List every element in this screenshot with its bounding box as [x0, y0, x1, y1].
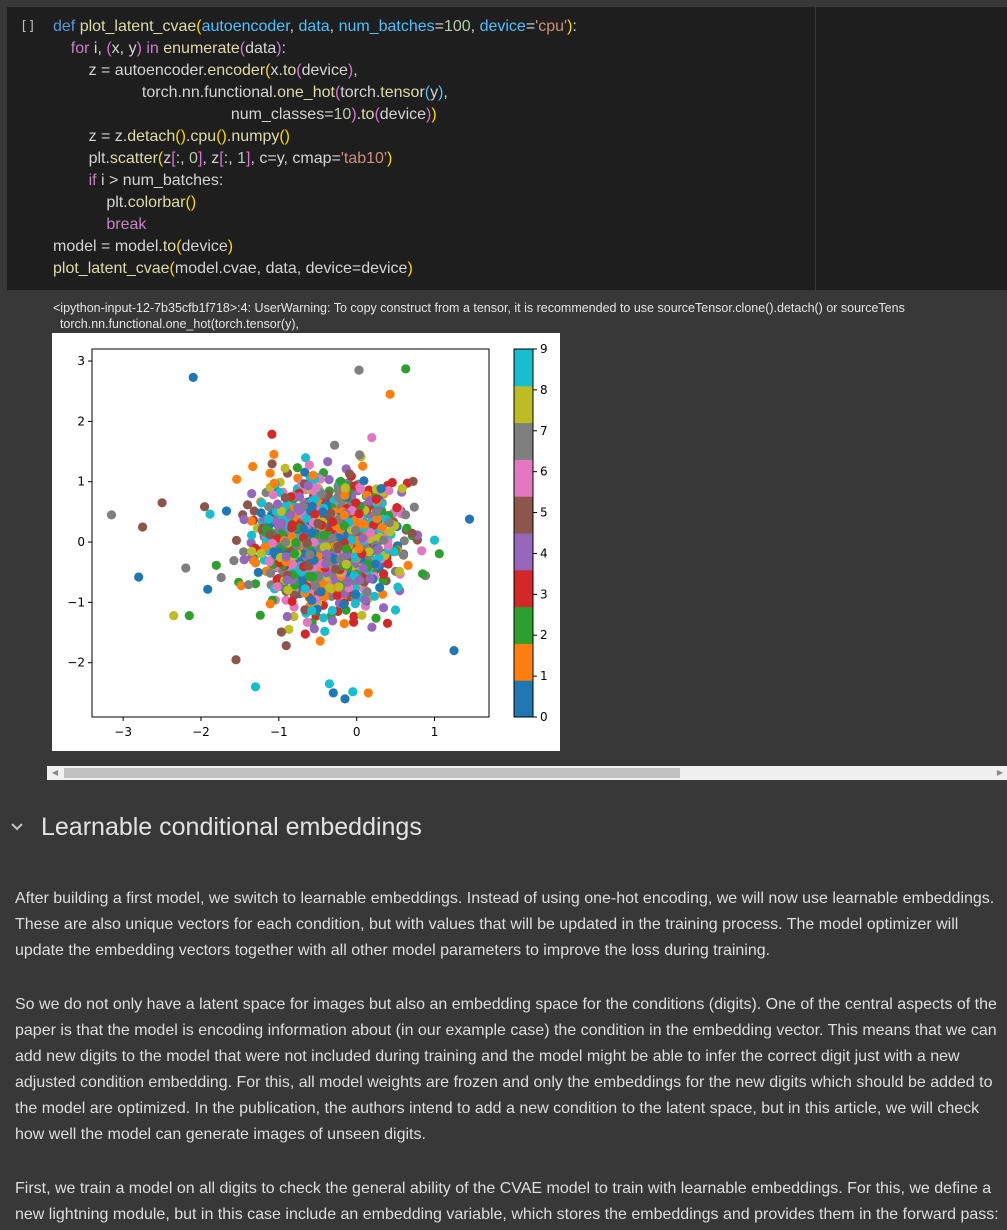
scatter-point	[283, 586, 292, 595]
scatter-point	[449, 646, 458, 655]
x-tick-label: 0	[352, 725, 361, 739]
code-line: torch.nn.functional.one_hot(torch.tensor(y),	[53, 84, 448, 101]
scatter-point	[384, 559, 393, 568]
scatter-point	[334, 582, 343, 591]
scatter-point	[401, 510, 410, 519]
scatter-point	[257, 498, 266, 507]
scatter-point	[360, 520, 369, 529]
scatter-point	[316, 587, 325, 596]
scatter-point	[379, 536, 388, 545]
scatter-point	[401, 364, 410, 373]
scatter-point	[379, 570, 388, 579]
scatter-point	[379, 603, 388, 612]
scatter-point	[342, 544, 351, 553]
scatter-point	[351, 590, 360, 599]
colorbar-tick-label: 6	[540, 464, 548, 479]
scatter-point	[290, 549, 299, 558]
scatter-point	[316, 636, 325, 645]
scatter-point	[311, 483, 320, 492]
scatter-point	[247, 489, 256, 498]
code-line: num_classes=10).to(device))	[53, 106, 437, 123]
scatter-point	[356, 484, 365, 493]
x-tick-label: 1	[430, 725, 439, 739]
scatter-point	[256, 611, 265, 620]
y-tick-label: 0	[77, 535, 85, 550]
scatter-point	[189, 373, 198, 382]
scatter-point	[395, 567, 404, 576]
scatter-point	[217, 573, 226, 582]
scatter-point	[307, 606, 316, 615]
scatter-point	[418, 569, 427, 578]
scatter-point	[267, 430, 276, 439]
scatter-point	[181, 563, 190, 572]
scatter-point	[205, 510, 214, 519]
scatter-point	[357, 611, 366, 620]
chevron-down-icon[interactable]	[9, 816, 25, 836]
scatter-point	[138, 522, 147, 531]
y-tick-label: 2	[77, 414, 85, 429]
colorbar-tick-label: 1	[540, 669, 548, 684]
scatter-point	[158, 498, 167, 507]
scatter-point	[305, 550, 314, 559]
paragraph: After building a first model, we switch to learnable embeddings. Instead of using one-hot encoding, we will now use learnable embeddings. These are also unique vectors for each condition, but with values that will be updated in the training process. The model optimizer will update the embedding vectors together with all other model parameters to improve the loss during training.	[15, 890, 995, 959]
scatter-point	[134, 572, 143, 581]
scatter-point	[107, 510, 116, 519]
scatter-point	[244, 580, 253, 589]
scatter-point	[283, 576, 292, 585]
colorbar-tick-label: 0	[540, 710, 548, 724]
scatter-point	[430, 536, 439, 545]
scatter-point	[340, 521, 349, 530]
scatter-point	[404, 561, 413, 570]
scatter-point	[354, 544, 363, 553]
scatter-point	[328, 534, 337, 543]
scroll-right-icon[interactable]: ▶	[996, 768, 1004, 777]
scatter-point	[251, 558, 260, 567]
scatter-point	[325, 475, 334, 484]
scatter-point	[310, 624, 319, 633]
scatter-point	[254, 568, 263, 577]
scatter-point	[232, 475, 241, 484]
y-tick-label: 1	[77, 474, 85, 489]
scatter-point	[326, 509, 335, 518]
colorbar-segment	[514, 570, 533, 607]
scatter-point	[391, 605, 400, 614]
colorbar-tick-label: 2	[540, 628, 548, 643]
scatter-point	[291, 538, 300, 547]
scatter-point	[295, 506, 304, 515]
colorbar-tick-label: 8	[540, 382, 548, 397]
scatter-point	[308, 572, 317, 581]
paragraph: So we do not only have a latent space for images but also an embedding space for the conditions (digits). One of the central aspects of the paper is that the model is encoding information about (in our example case) the condition in the embedding vector. This means that we can add new digits to the model that were not included during training and the model might be able to infer the correct digit just with a new adjusted condition embedding. For this, all model weights are frozen and only the embeddings for the new digits which should be added to the model are optimized. In the publication, the authors intend to add a new condition to the latent space, but in this article, we will check how well the model can generate images of unseen digits.	[15, 996, 997, 1143]
scatter-point	[342, 560, 351, 569]
scatter-point	[268, 459, 277, 468]
scatter-point	[358, 462, 367, 471]
scatter-point	[212, 561, 221, 570]
scatter-point	[283, 612, 292, 621]
paragraph: First, we train a model on all digits to check the general ability of the CVAE model to train with learnable embeddings. For this, we define a new lightning module, but in this case include an embedding variable, which stores the embeddings and provides them in the forward pass:	[15, 1180, 999, 1223]
scatter-point	[359, 564, 368, 573]
scatter-point	[304, 481, 313, 490]
scatter-point	[320, 627, 329, 636]
scatter-point	[293, 463, 302, 472]
scatter-point	[239, 547, 248, 556]
colorbar-tick-label: 9	[540, 342, 548, 356]
code-line: z = autoencoder.encoder(x.to(device),	[53, 62, 358, 79]
scatter-point	[319, 613, 328, 622]
code-line: model = model.to(device)	[53, 238, 234, 255]
scatter-point	[200, 502, 209, 511]
horizontal-scrollbar[interactable]	[47, 766, 1007, 780]
colorbar-segment	[514, 459, 533, 496]
scatter-point	[302, 538, 311, 547]
scatter-point	[299, 524, 308, 533]
scatter-point	[341, 483, 350, 492]
scatter-point	[375, 583, 384, 592]
code-editor[interactable]	[53, 16, 577, 280]
scatter-point	[465, 515, 474, 524]
code-line: break	[106, 216, 147, 233]
scatter-point	[203, 585, 212, 594]
scatter-point	[372, 507, 381, 516]
scatter-point	[308, 502, 317, 511]
cell-output	[47, 290, 1007, 780]
colorbar-segment	[514, 607, 533, 644]
scatter-point	[355, 509, 364, 518]
scatter-point	[417, 546, 426, 555]
colorbar-segment	[514, 386, 533, 423]
scatter-point	[333, 542, 342, 551]
scatter-point	[266, 599, 275, 608]
scatter-point	[222, 506, 231, 515]
scatter-point	[383, 619, 392, 628]
scatter-point	[301, 584, 310, 593]
scatter-point	[281, 538, 290, 547]
scatter-point	[232, 536, 241, 545]
scatter-point	[318, 507, 327, 516]
scatter-point	[301, 629, 310, 638]
colorbar-tick-label: 5	[540, 505, 548, 520]
scatter-point	[247, 531, 256, 540]
scatter-point	[348, 687, 357, 696]
scatter-point	[288, 597, 297, 606]
code-line: def plot_latent_cvae(autoencoder, data, num_batches=100, device='cpu'):	[53, 18, 577, 35]
scatter-point	[231, 655, 240, 664]
scatter-point	[399, 551, 408, 560]
scatter-point	[410, 503, 419, 512]
scatter-plot	[52, 333, 560, 751]
scatter-point	[286, 510, 295, 519]
x-tick-label: −2	[192, 725, 210, 739]
scatter-point	[328, 616, 337, 625]
scatter-point	[371, 614, 380, 623]
x-tick-label: −3	[114, 725, 132, 739]
scatter-point	[322, 550, 331, 559]
colorbar-segment	[514, 349, 533, 386]
scatter-point	[343, 578, 352, 587]
scrollbar-thumb[interactable]	[64, 768, 680, 778]
scatter-point	[409, 477, 418, 486]
code-line: for i, (x, y) in enumerate(data):	[70, 40, 286, 57]
scatter-point	[408, 529, 417, 538]
scatter-point	[351, 526, 360, 535]
scatter-point	[358, 534, 367, 543]
scatter-point	[360, 596, 369, 605]
warning-line: <ipython-input-12-7b35cfb1f718>:4: UserWarning: To copy construct from a tensor, it is recommended to use sourceTensor.clone().detach() or sourceTens	[53, 301, 905, 315]
scatter-point	[354, 366, 363, 375]
scroll-left-icon[interactable]: ◀	[51, 768, 59, 777]
colorbar-tick-label: 4	[540, 546, 548, 561]
scatter-point	[277, 627, 286, 636]
y-tick-label: −1	[67, 595, 85, 610]
scatter-point	[320, 531, 329, 540]
scatter-point	[229, 556, 238, 565]
colorbar-tick-label: 7	[540, 423, 548, 438]
colorbar-segment	[514, 680, 533, 717]
code-line: plot_latent_cvae(model.cvae, data, device=device)	[53, 260, 413, 277]
scatter-point	[340, 694, 349, 703]
x-tick-label: −1	[269, 725, 288, 739]
scatter-point	[351, 599, 360, 608]
scatter-point	[270, 479, 279, 488]
scatter-point	[435, 549, 444, 558]
scatter-point	[303, 618, 312, 627]
scatter-point	[386, 390, 395, 399]
scatter-point	[340, 619, 349, 628]
scatter-point	[313, 519, 322, 528]
scatter-point	[363, 587, 372, 596]
scatter-point	[281, 493, 290, 502]
scatter-point	[272, 582, 281, 591]
scatter-point	[349, 618, 358, 627]
code-line: plt.colorbar()	[53, 194, 197, 211]
scatter-point	[282, 641, 291, 650]
colorbar-tick-label: 3	[540, 587, 548, 602]
scatter-point	[265, 557, 274, 566]
scatter-point	[367, 433, 376, 442]
scatter-point	[264, 515, 273, 524]
scatter-point	[345, 469, 354, 478]
scatter-point	[305, 460, 314, 469]
scatter-point	[355, 576, 364, 585]
scatter-point	[269, 450, 278, 459]
scatter-point	[325, 583, 334, 592]
scatter-point	[392, 503, 401, 512]
scatter-point	[398, 484, 407, 493]
scatter-point	[243, 500, 252, 509]
scatter-point	[295, 492, 304, 501]
scatter-point	[265, 530, 274, 539]
scatter-point	[366, 528, 375, 537]
scatter-point	[372, 495, 381, 504]
code-line: z = z.detach().cpu().numpy()	[53, 128, 290, 145]
scatter-point	[240, 515, 249, 524]
scatter-point	[281, 464, 290, 473]
scatter-point	[307, 596, 316, 605]
scatter-point	[257, 549, 266, 558]
y-tick-label: 3	[77, 354, 85, 369]
scatter-point	[308, 471, 317, 480]
scatter-point	[339, 600, 348, 609]
code-cell-divider	[815, 7, 816, 290]
code-line: if i > num_batches:	[88, 172, 224, 189]
warning-line: torch.nn.functional.one_hot(torch.tensor(y),	[53, 317, 299, 331]
scatter-point	[307, 528, 316, 537]
scatter-point	[251, 682, 260, 691]
scatter-point	[287, 523, 296, 532]
section-heading: Learnable conditional embeddings	[41, 813, 422, 841]
scatter-point	[329, 688, 338, 697]
colorbar-segment	[514, 496, 533, 533]
scatter-point	[328, 606, 337, 615]
code-line: plt.scatter(z[:, 0], z[:, 1], c=y, cmap='tab10')	[53, 150, 393, 167]
warning-text	[53, 300, 905, 332]
scatter-point	[277, 519, 286, 528]
scatter-point	[388, 478, 397, 487]
y-tick-label: −2	[67, 655, 85, 670]
colorbar-segment	[514, 643, 533, 680]
code-cell[interactable]	[7, 7, 1007, 290]
colorbar-segment	[514, 533, 533, 570]
scatter-point	[328, 517, 337, 526]
scatter-point	[330, 441, 339, 450]
scatter-point	[374, 545, 383, 554]
scatter-point	[325, 679, 334, 688]
scatter-point	[364, 688, 373, 697]
scatter-point	[359, 476, 368, 485]
scatter-point	[323, 457, 332, 466]
colorbar-segment	[514, 423, 533, 460]
scatter-point	[282, 552, 291, 561]
scatter-point	[384, 486, 393, 495]
scatter-point	[273, 499, 282, 508]
scatter-point	[169, 611, 178, 620]
scatter-point	[385, 518, 394, 527]
scatter-point	[355, 450, 364, 459]
scatter-point	[248, 462, 257, 471]
scatter-point	[367, 623, 376, 632]
run-cell-button[interactable]: []	[20, 19, 36, 34]
scatter-point	[377, 484, 386, 493]
latent-scatter-chart	[52, 333, 560, 751]
scatter-point	[366, 574, 375, 583]
scatter-point	[266, 469, 275, 478]
scatter-point	[333, 591, 342, 600]
scatter-point	[247, 547, 256, 556]
scatter-point	[185, 611, 194, 620]
scatter-point	[256, 508, 265, 517]
scatter-point	[393, 583, 402, 592]
scatter-point	[266, 569, 275, 578]
